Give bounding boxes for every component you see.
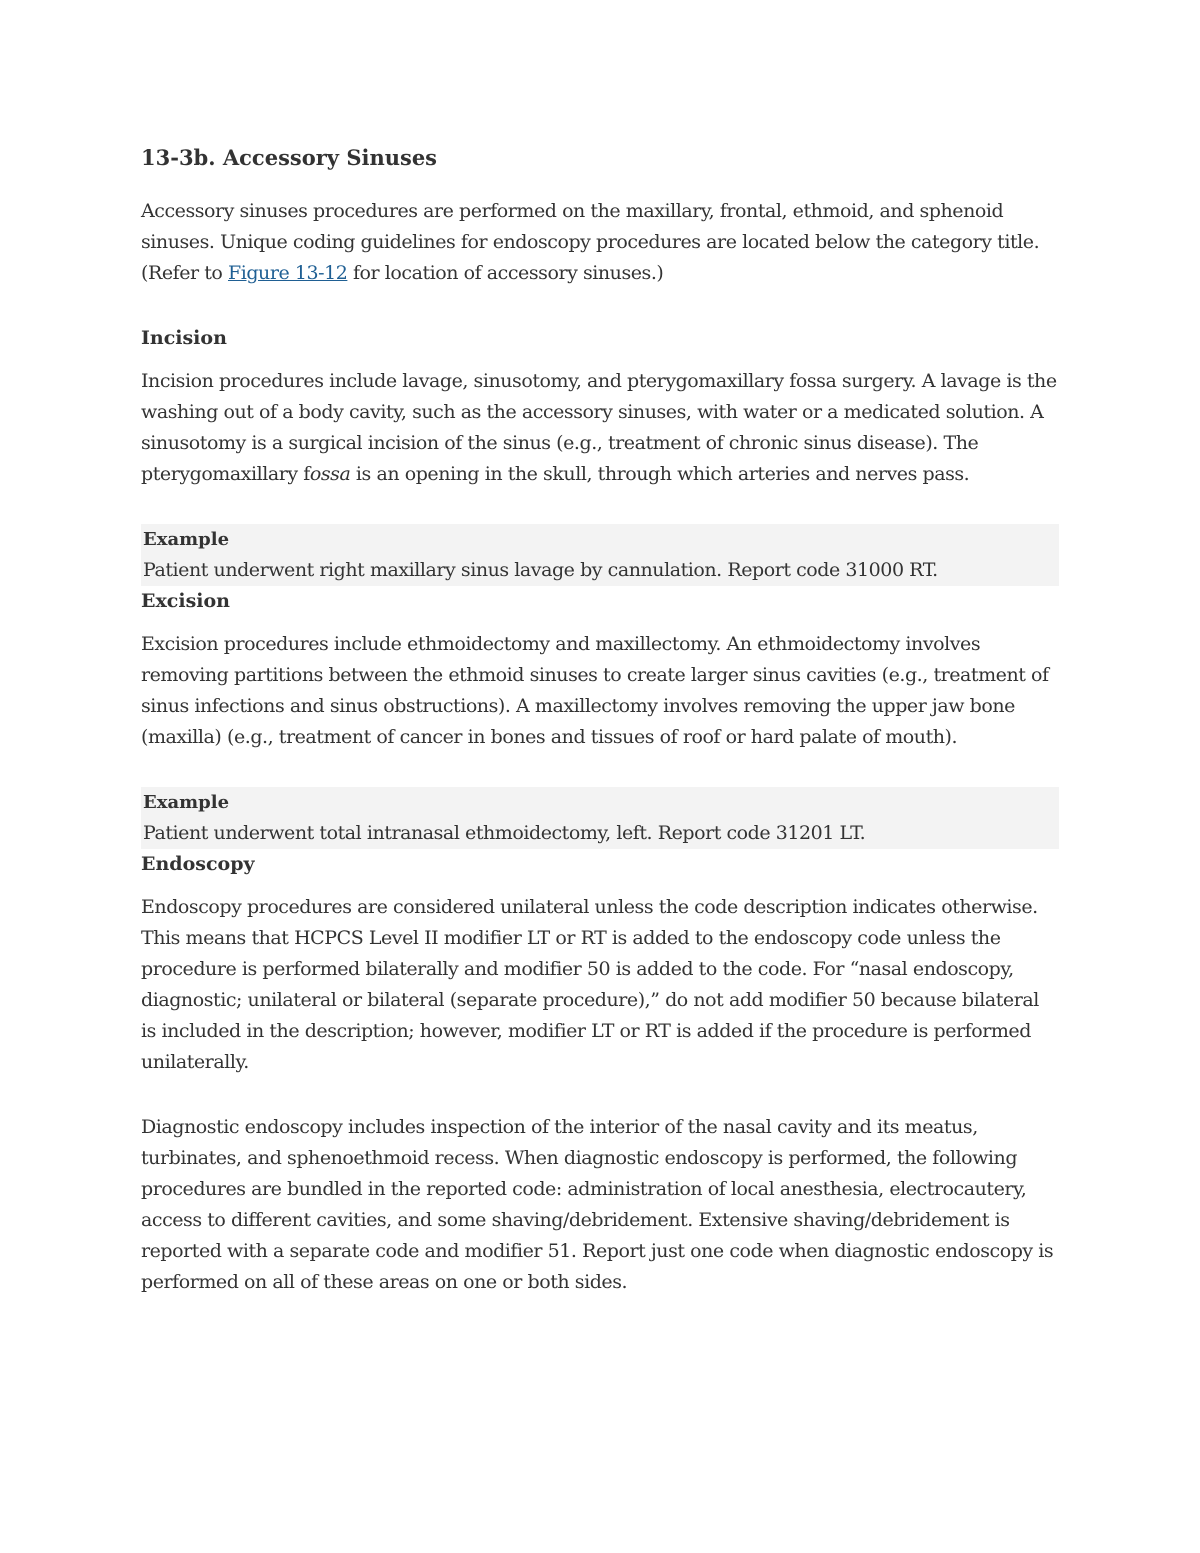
intro-paragraph <box>141 196 1059 289</box>
figure-13-12-link[interactable]: Figure 13-12 <box>227 262 348 284</box>
incision-paragraph <box>141 366 1059 490</box>
incision-example-text: Patient underwent right maxillary sinus lavage by cannulation. Report code 31000 RT. <box>143 559 938 581</box>
section-title: 13-3b. Accessory Sinuses <box>141 145 437 170</box>
incision-example-box <box>141 524 1059 586</box>
incision-example-label: Example <box>143 529 230 550</box>
excision-example-label: Example <box>143 792 230 813</box>
incision-heading: Incision <box>141 327 227 349</box>
incision-text-end: is an opening in the skull, through which arteries and nerves pass. <box>350 463 970 485</box>
incision-text-start: Incision procedures include lavage, sinusotomy, and pterygomaxillary fossa surgery. A lavage is the washing out of a body cavity, such as the accessory sinuses, with water or a medicated solution. A sinusotomy is a surgical incision of the sinus (e.g., treatment of chronic sinus disease). The pterygomaxillary f <box>141 370 1057 485</box>
document-content <box>141 141 1059 1298</box>
intro-text-after-link: for location of accessory sinuses.) <box>347 262 664 284</box>
incision-italic-fossa: ossa <box>309 463 351 485</box>
excision-paragraph: Excision procedures include ethmoidectomy and maxillectomy. An ethmoidectomy involves removing partitions between the ethmoid sinuses to create larger sinus cavities (e.g., treatment of sinus infections and sinus obstructions). A maxillectomy involves removing the upper jaw bone (maxilla) (e.g., treatment of cancer in bones and tissues of roof or hard palate of mouth). <box>141 633 1049 748</box>
endoscopy-paragraph-1: Endoscopy procedures are considered unilateral unless the code description indicates otherwise. This means that HCPCS Level II modifier LT or RT is added to the endoscopy code unless the procedure is performed bilaterally and modifier 50 is added to the code. For “nasal endoscopy, diagnostic; unilateral or bilateral (separate procedure),” do not add modifier 50 because bilateral is included in the description; however, modifier LT or RT is added if the procedure is performed unilaterally. <box>141 896 1039 1073</box>
endoscopy-heading: Endoscopy <box>141 853 255 875</box>
intro-text-before-link: Accessory sinuses procedures are performed on the maxillary, frontal, ethmoid, and sphenoid sinuses. Unique coding guidelines for endoscopy procedures are located below the category title. (Refer to <box>141 200 1040 284</box>
excision-example-text: Patient underwent total intranasal ethmoidectomy, left. Report code 31201 LT. <box>143 822 866 844</box>
excision-heading: Excision <box>141 590 230 612</box>
endoscopy-paragraph-2: Diagnostic endoscopy includes inspection of the interior of the nasal cavity and its meatus, turbinates, and sphenoethmoid recess. When diagnostic endoscopy is performed, the following procedures are bundled in the reported code: administration of local anesthesia, electrocautery, access to different cavities, and some shaving/debridement. Extensive shaving/debridement is reported with a separate code and modifier 51. Report just one code when diagnostic endoscopy is performed on all of these areas on one or both sides. <box>141 1116 1054 1293</box>
excision-example-box <box>141 787 1059 849</box>
